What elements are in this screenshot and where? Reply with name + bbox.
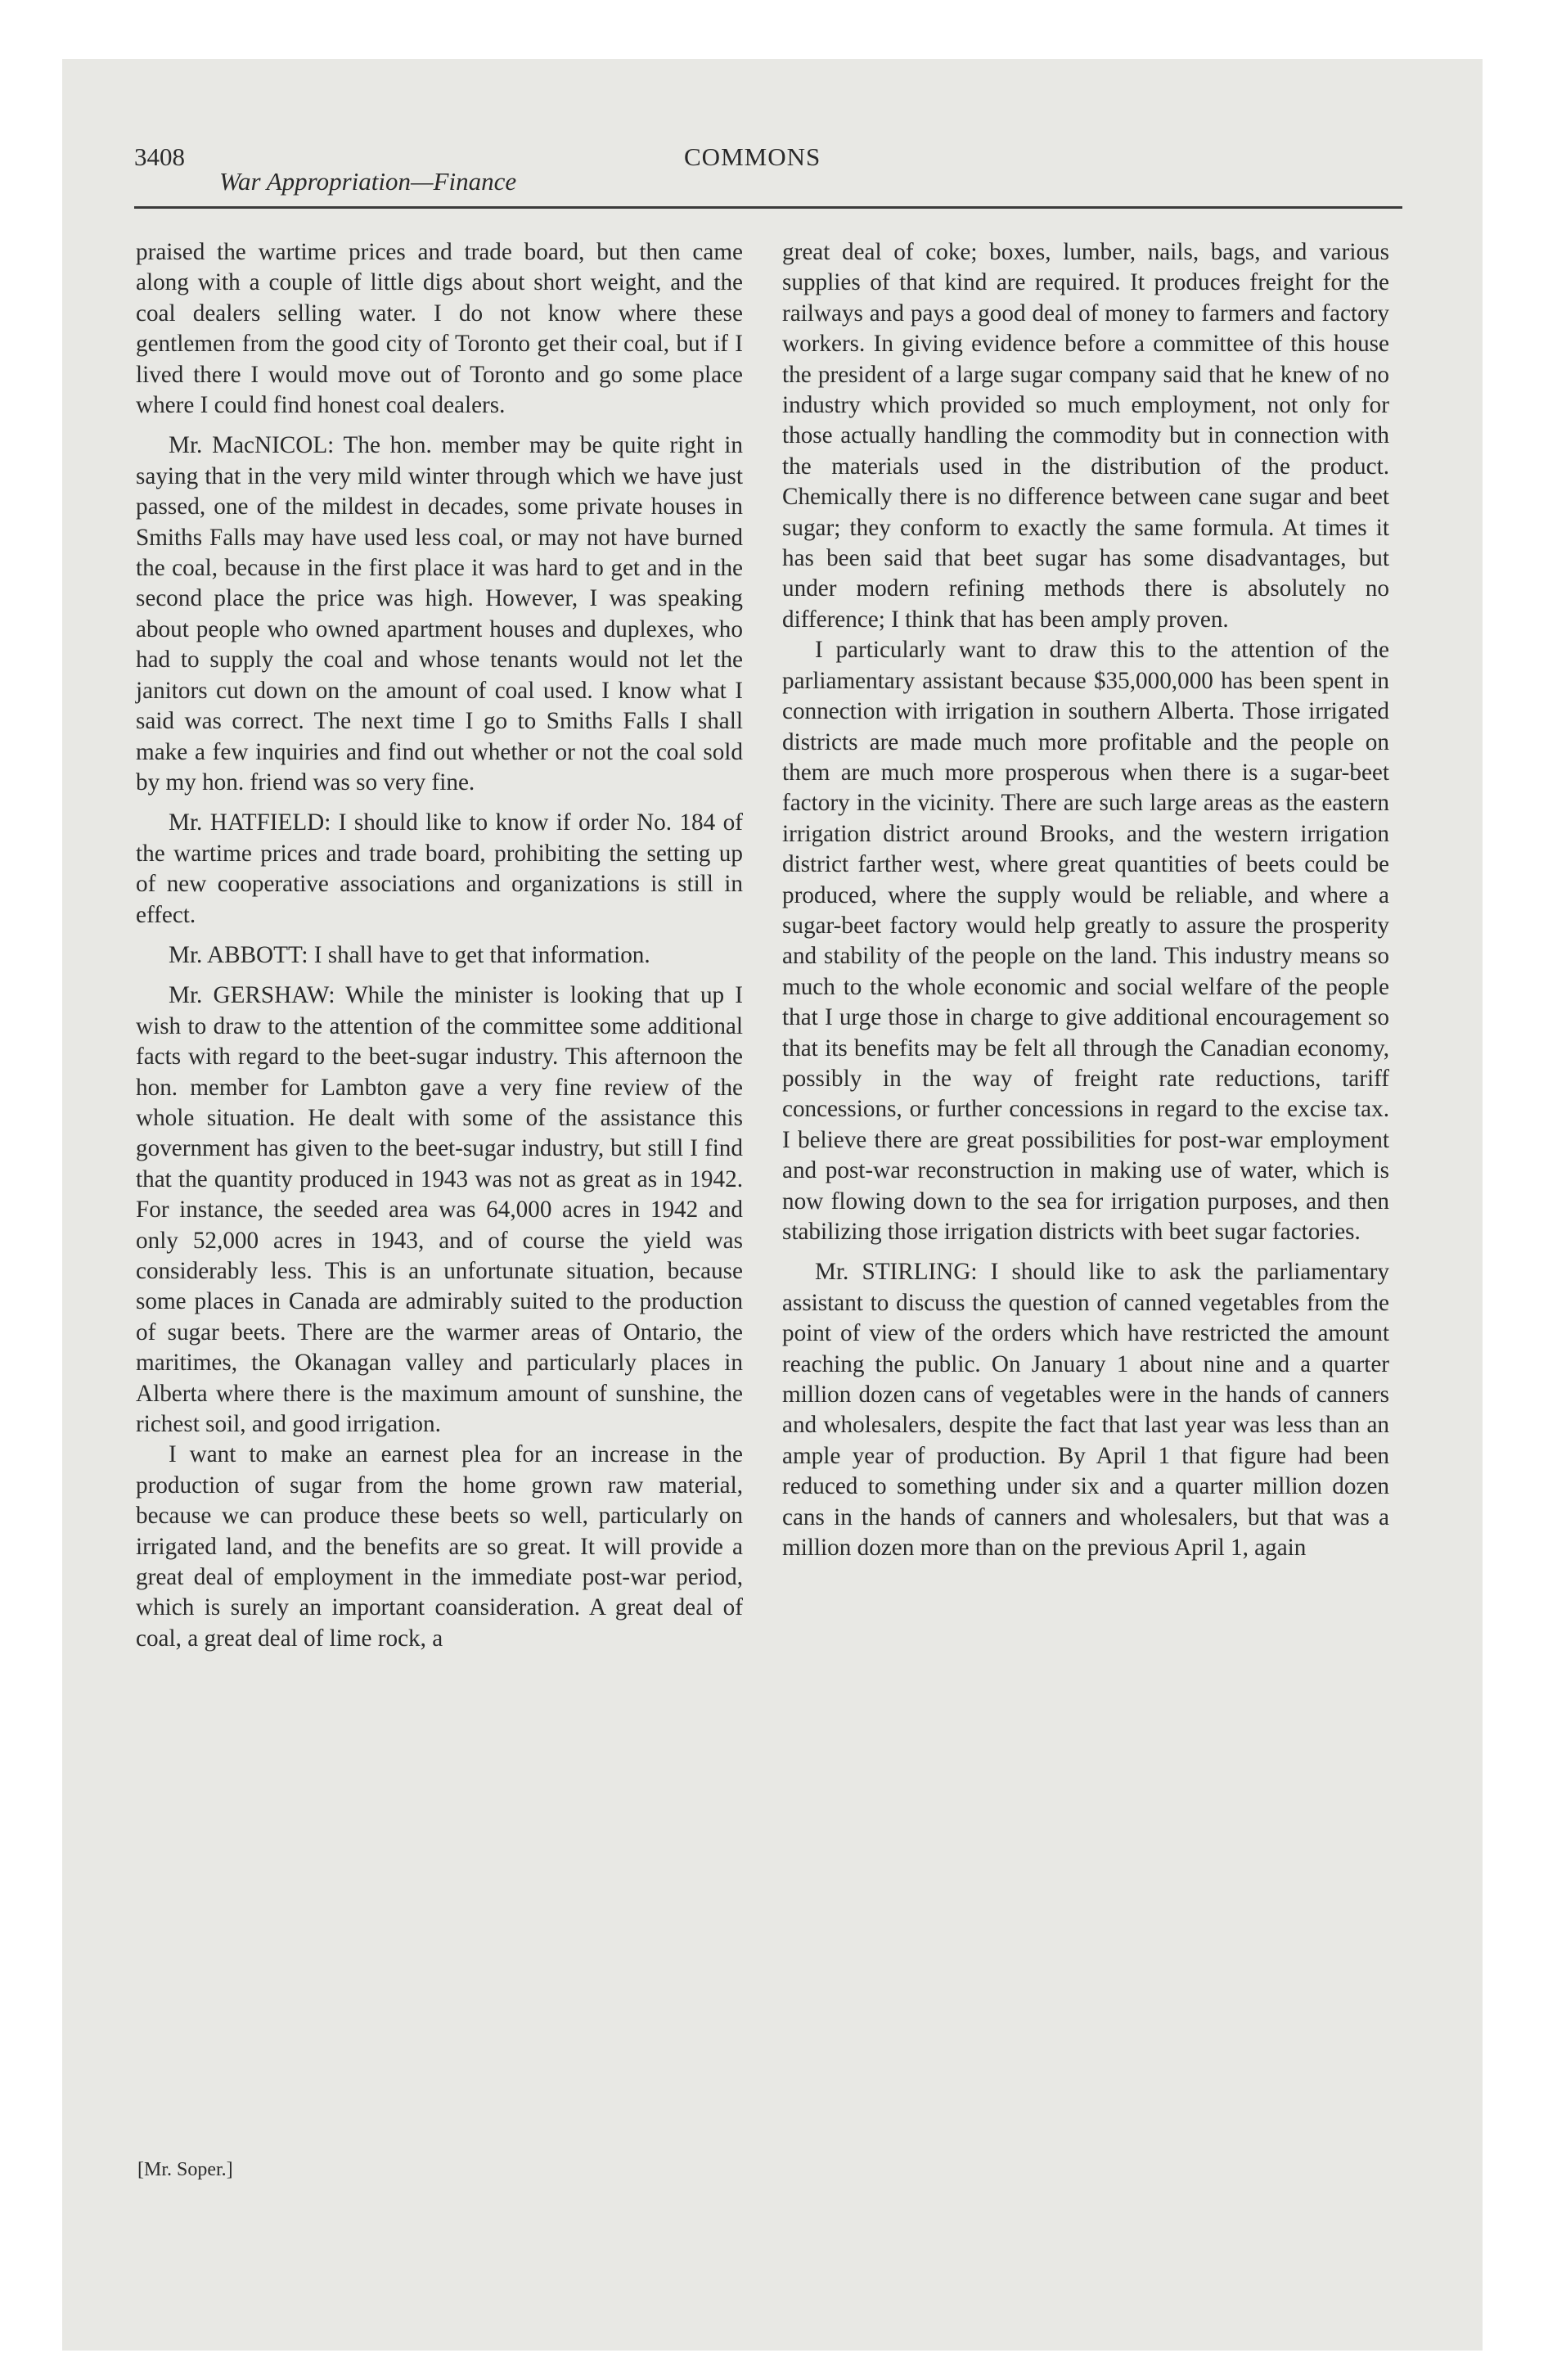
running-title: War Appropriation—Finance [219, 167, 517, 196]
paragraph: great deal of coke; boxes, lumber, nails, bags, and various supplies of that kind are required. It produces freight for the railways and pays a good deal of money to farmers and factory workers. In giving evidence before a committee of this house the president of a large sugar company said that he knew of no industry which provided so much employment, not only for those actually handling the commodity but in connection with the materials used in the distribution of the product. Chemically there is no difference between cane sugar and beet sugar; they conform to exactly the same formula. At times it has been said that beet sugar has some disadvantages, but under modern refining methods there is absolutely no difference; I think that has been amply proven. [782, 239, 1389, 633]
header-rule [134, 206, 1402, 209]
page-number: 3408 [134, 142, 185, 171]
paragraph: Mr. HATFIELD: I should like to know if order No. 184 of the wartime prices and trade board, prohibiting the setting up of new cooperative associations and organizations is still in effect. [136, 809, 743, 928]
speaker-footer: [Mr. Soper.] [137, 2159, 233, 2180]
chamber-title: COMMONS [684, 142, 821, 171]
right-column [782, 237, 1389, 1563]
paragraph: Mr. GERSHAW: While the minister is looking that up I wish to draw to the attention of the committee some additional facts with regard to the beet-sugar industry. This afternoon the hon. member for Lambton gave a very fine review of the whole situation. He dealt with some of the assistance this government has given to the beet-sugar industry, but still I find that the quantity produced in 1943 was not as great as in 1942. For instance, the seeded area was 64,000 acres in 1942 and only 52,000 acres in 1943, and of course the yield was considerably less. This is an unfortunate situation, because some places in Canada are admirably suited to the production of sugar beets. There are the warmer areas of Ontario, the maritimes, the Okanagan valley and particularly places in Alberta where there is the maximum amount of sunshine, the richest soil, and good irrigation. [136, 982, 743, 1438]
paragraph: I want to make an earnest plea for an increase in the production of sugar from the home grown raw material, because we can produce these beets so well, particularly on irrigated land, and the benefits are so great. It will provide a great deal of employment in the immediate post-war period, which is surely an important coansideration. A great deal of coal, a great deal of lime rock, a [136, 1441, 743, 1652]
page-header [134, 131, 1402, 213]
paragraph: Mr. MacNICOL: The hon. member may be quite right in saying that in the very mild winter through which we have just passed, one of the mildest in decades, some private houses in Smiths Falls may have used less coal, or may not have burned the coal, because in the first place it was hard to get and in the second place the price was high. However, I was speaking about people who owned apartment houses and duplexes, who had to supply the coal and whose tenants would not let the janitors cut down on the amount of coal used. I know what I said was correct. The next time I go to Smiths Falls I shall make a few inquiries and find out whether or not the coal sold by my hon. friend was so very fine. [136, 432, 743, 796]
paragraph: Mr. ABBOTT: I shall have to get that information. [169, 941, 650, 968]
paragraph: praised the wartime prices and trade board, but then came along with a couple of little digs about short weight, and the coal dealers selling water. I do not know where these gentlemen from the good city of Toronto get their coal, but if I lived there I would move out of Toronto and go some place where I could find honest coal dealers. [136, 239, 743, 419]
paragraph: I particularly want to draw this to the attention of the parliamentary assistant because $35,000,000 has been spent in connection with irrigation in southern Alberta. Those irrigated districts are made much more profitable and the people on them are much more prosperous when there is a sugar-beet factory in the vicinity. There are such large areas as the eastern irrigation district around Brooks, and the western irrigation district farther west, where great quantities of beets could be produced, where the supply would be reliable, and where a sugar-beet factory would help greatly to assure the prosperity and stability of the people on the land. This industry means so much to the whole economic and social welfare of the people that I urge those in charge to give additional encouragement so that its benefits may be felt all through the Canadian economy, possibly in the way of freight rate reductions, tariff concessions, or further concessions in regard to the excise tax. I believe there are great possibilities for post-war employment and post-war reconstruction in making use of water, which is now flowing down to the sea for irrigation purposes, and then stabilizing those irrigation districts with beet sugar factories. [782, 637, 1389, 1245]
left-column [136, 237, 743, 1654]
paragraph: Mr. STIRLING: I should like to ask the parliamentary assistant to discuss the question of canned vegetables from the point of view of the orders which have restricted the amount reaching the public. On January 1 about nine and a quarter million dozen cans of vegetables were in the hands of canners and wholesalers, despite the fact that last year was less than an ample year of production. By April 1 that figure had been reduced to something under six and a quarter million dozen cans in the hands of canners and wholesalers, but that was a million dozen more than on the previous April 1, again [782, 1259, 1389, 1562]
